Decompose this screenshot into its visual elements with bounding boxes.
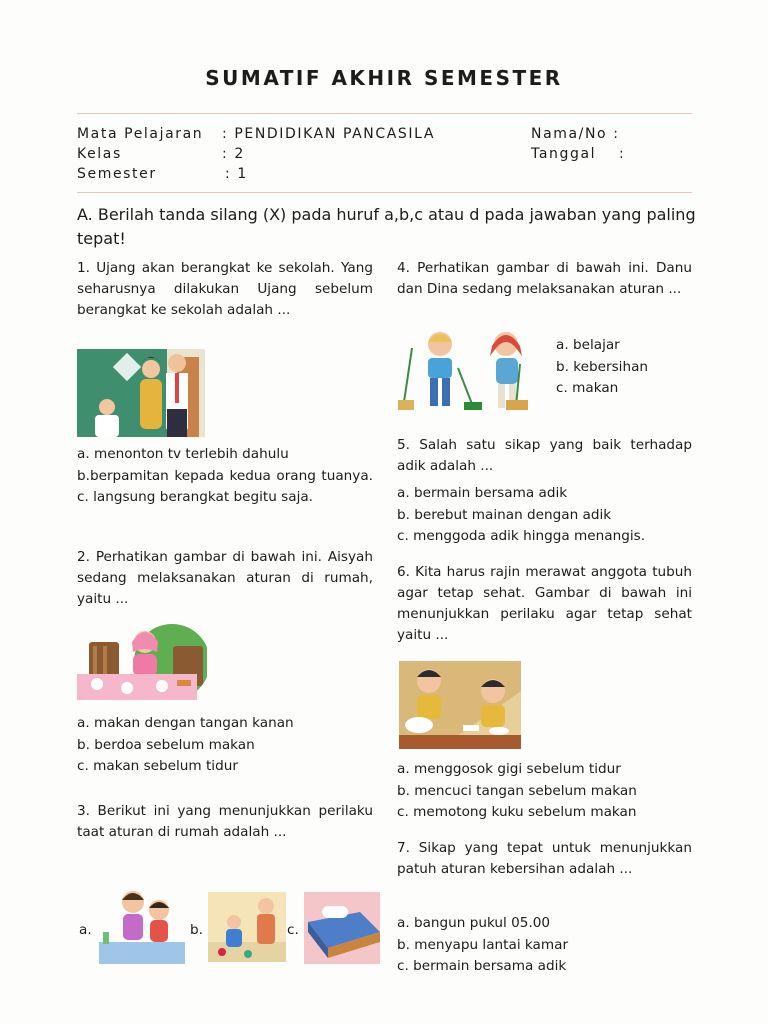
q3-option-a-label[interactable]: a. (79, 922, 92, 938)
q7-option-c[interactable]: c. bermain bersama adik (397, 958, 567, 974)
q2-text: 2. Perhatikan gambar di bawah ini. Aisyah sedang melaksanakan aturan di rumah, yaitu ... (77, 549, 373, 607)
semester-label: Semester (77, 166, 157, 182)
q7-option-a[interactable]: a. bangun pukul 05.00 (397, 915, 551, 931)
q4-text: 4. Perhatikan gambar di bawah ini. Danu dan Dina sedang melaksanakan aturan ... (397, 260, 692, 297)
q6-illustration (399, 661, 521, 749)
q3-option-b-illustration[interactable] (208, 892, 286, 962)
header-labels (77, 124, 203, 184)
date-colon: : (619, 146, 626, 162)
class-value: : 2 (222, 146, 245, 162)
q6-text: 6. Kita harus rajin merawat anggota tubuh agar tetap sehat. Gambar di bawah ini menunjukkan perilaku agar tetap sehat yaitu ... (397, 564, 692, 643)
q1-options (77, 444, 373, 509)
q7-text: 7. Sikap yang tepat untuk menunjukkan patuh aturan kebersihan adalah ... (397, 840, 692, 877)
q2-illustration (77, 616, 207, 700)
q1-option-b[interactable]: b.berpamitan kepada kedua orang tuanya. (77, 467, 373, 484)
q1-option-c[interactable]: c. langsung berangkat begitu saja. (77, 489, 314, 505)
q6-option-b[interactable]: b. mencuci tangan sebelum makan (397, 782, 637, 799)
semester-value: : 1 (225, 166, 248, 182)
q6-option-c[interactable]: c. memotong kuku sebelum makan (397, 804, 637, 820)
q6-options (397, 759, 692, 824)
q5-text: 5. Salah satu sikap yang baik terhadap adik adalah ... (397, 437, 692, 474)
divider-top (77, 113, 692, 114)
q4-option-c[interactable]: c. makan (556, 380, 619, 396)
q7-options (397, 913, 692, 978)
q4-option-b[interactable]: b. kebersihan (556, 358, 649, 375)
q3-option-c-illustration[interactable] (304, 892, 380, 964)
q3-text: 3. Berikut ini yang menunjukkan perilaku taat aturan di rumah adalah ... (77, 803, 373, 840)
q2-option-a[interactable]: a. makan dengan tangan kanan (77, 715, 294, 731)
subject-value: : PENDIDIKAN PANCASILA (222, 126, 436, 142)
q4-illustration (398, 328, 532, 416)
q2-options (77, 713, 373, 778)
divider-bottom (77, 192, 692, 193)
q5-option-a[interactable]: a. bermain bersama adik (397, 485, 568, 501)
q3-option-b-label[interactable]: b. (190, 922, 203, 938)
q5-option-b[interactable]: b. berebut mainan dengan adik (397, 506, 612, 523)
page-title: SUMATIF AKHIR SEMESTER (205, 66, 563, 90)
class-label: Kelas (77, 146, 122, 162)
q2-option-b[interactable]: b. berdoa sebelum makan (77, 736, 255, 753)
q1-illustration (77, 349, 205, 437)
q4-options (556, 335, 648, 400)
q4-option-a[interactable]: a. belajar (556, 337, 620, 353)
q2-option-c[interactable]: c. makan sebelum tidur (77, 758, 238, 774)
subject-label: Mata Pelajaran (77, 126, 204, 142)
q3-option-c-label[interactable]: c. (287, 922, 299, 938)
q7-option-b[interactable]: b. menyapu lantai kamar (397, 936, 569, 953)
date-label: Tanggal (531, 146, 597, 162)
header-values (222, 124, 435, 184)
q1-text: 1. Ujang akan berangkat ke sekolah. Yang seharusnya dilakukan Ujang sebelum berangkat ke sekolah adalah ... (77, 260, 373, 318)
section-a-instruction: A. Berilah tanda silang (X) pada huruf a,b,c atau d pada jawaban yang paling tepat! (77, 205, 696, 248)
q3-option-a-illustration[interactable] (99, 888, 185, 964)
q5-option-c[interactable]: c. menggoda adik hingga menangis. (397, 528, 646, 544)
q6-option-a[interactable]: a. menggosok gigi sebelum tidur (397, 761, 621, 777)
q1-option-a[interactable]: a. menonton tv terlebih dahulu (77, 446, 289, 462)
name-label: Nama/No : (531, 126, 620, 142)
q5-options (397, 483, 692, 548)
